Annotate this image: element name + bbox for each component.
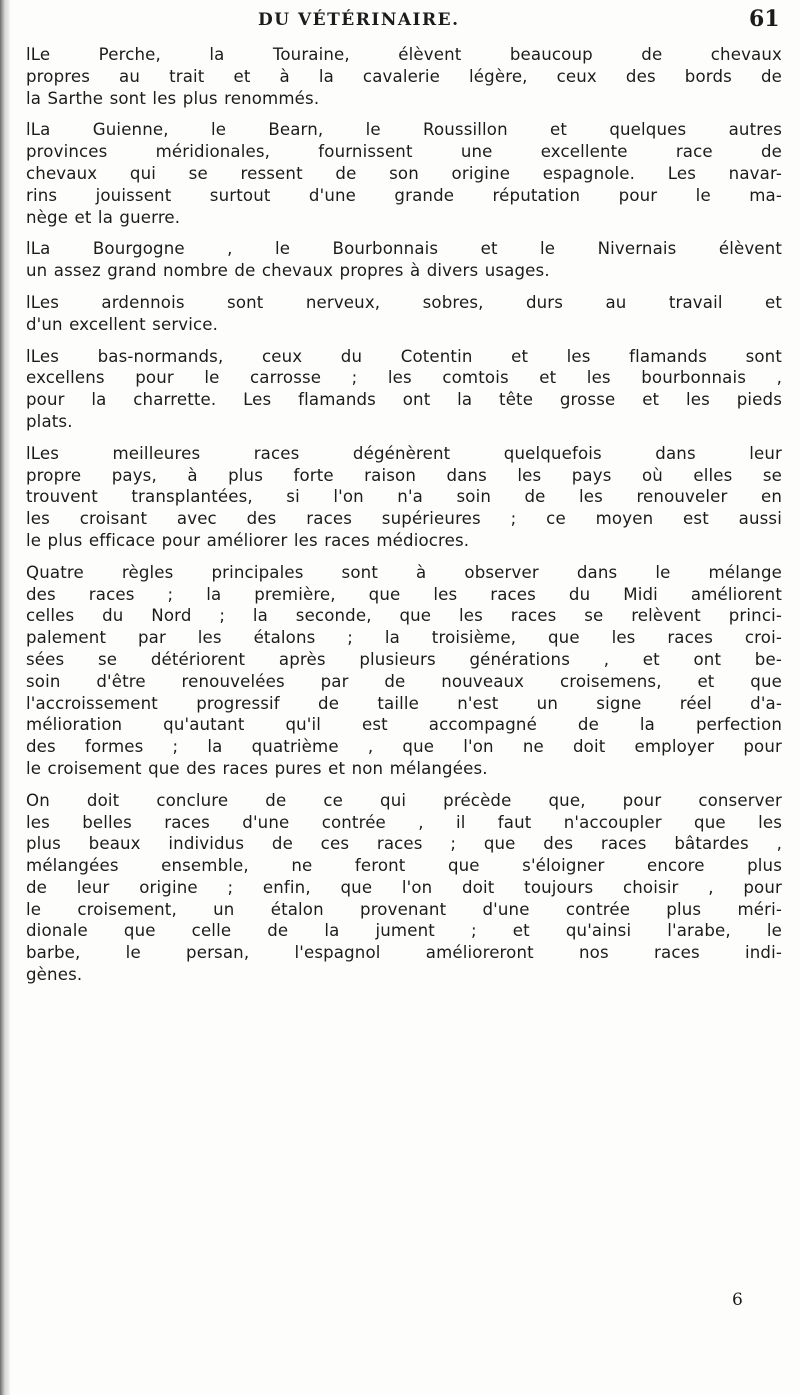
paragraph — [26, 44, 782, 109]
text-line: le plus efficace pour améliorer les races médiocres. — [26, 530, 470, 550]
text-line: mélangées ensemble, ne feront que s'éloigner encore plus — [26, 856, 782, 876]
body-text — [26, 44, 782, 996]
text-line: palement par les étalons ; la troisième, que les races croi- — [26, 628, 782, 648]
text-line: plats. — [26, 411, 73, 431]
text-line: provinces méridionales, fournissent une excellente race de — [26, 142, 782, 162]
paragraph — [26, 346, 782, 433]
text-line: dionale que celle de la jument ; et qu'ainsi l'arabe, le — [26, 921, 782, 941]
paragraph — [26, 443, 782, 552]
paragraph — [26, 238, 782, 282]
text-line: la Sarthe sont les plus renommés. — [26, 88, 320, 108]
text-line: On doit conclure de ce qui précède que, pour conserver — [26, 790, 782, 810]
text-line: soin d'être renouvelées par de nouveaux croisemens, et que — [26, 671, 782, 691]
text-line: lLes meilleures races dégénèrent quelquefois dans leur — [26, 443, 782, 463]
text-line: les belles races d'une contrée , il faut n'accoupler que les — [26, 812, 782, 832]
text-line: de leur origine ; enfin, que l'on doit toujours choisir , pour — [26, 877, 782, 897]
text-line: gènes. — [26, 965, 83, 985]
text-line: propres au trait et à la cavalerie légère, ceux des bords de — [26, 66, 782, 86]
running-head — [0, 4, 800, 38]
page-binding-edge — [0, 0, 10, 1395]
text-line: lLa Guienne, le Bearn, le Roussillon et quelques autres — [26, 120, 782, 140]
paragraph — [26, 790, 782, 986]
signature-mark: 6 — [732, 1290, 743, 1310]
text-line: excellens pour le carrosse ; les comtois et les bourbonnais , — [26, 368, 782, 388]
text-line: d'un excellent service. — [26, 314, 219, 334]
text-line: lLes bas-normands, ceux du Cotentin et les flamands sont — [26, 346, 782, 366]
text-line: lLa Bourgogne , le Bourbonnais et le Nivernais élèvent — [26, 239, 782, 259]
text-line: chevaux qui se ressent de son origine espagnole. Les navar- — [26, 163, 782, 183]
text-line: le croisement que des races pures et non mélangées. — [26, 758, 488, 778]
text-line: des formes ; la quatrième , que l'on ne doit employer pour — [26, 737, 782, 757]
text-line: Quatre règles principales sont à observer dans le mélange — [26, 562, 782, 582]
text-line: l'accroissement progressif de taille n'est un signe réel d'a- — [26, 693, 782, 713]
text-line: des races ; la première, que les races du Midi améliorent — [26, 584, 782, 604]
text-line: nège et la guerre. — [26, 207, 181, 227]
page-number: 61 — [749, 6, 780, 32]
text-line: lLe Perche, la Touraine, élèvent beaucoup de chevaux — [26, 45, 782, 64]
paragraph — [26, 292, 782, 336]
text-line: sées se détériorent après plusieurs générations , et ont be- — [26, 649, 782, 669]
text-line: mélioration qu'autant qu'il est accompagné de la perfection — [26, 715, 782, 735]
text-line: le croisement, un étalon provenant d'une contrée plus méri- — [26, 899, 782, 919]
paragraph — [26, 119, 782, 228]
running-title: DU VÉTÉRINAIRE. — [258, 10, 460, 30]
text-line: trouvent transplantées, si l'on n'a soin de les renouveler en — [26, 487, 782, 507]
text-line: un assez grand nombre de chevaux propres à divers usages. — [26, 261, 550, 281]
text-line: rins jouissent surtout d'une grande réputation pour le ma- — [26, 185, 782, 205]
text-line: plus beaux individus de ces races ; que des races bâtardes , — [26, 834, 782, 854]
text-line: barbe, le persan, l'espagnol amélioreront nos races indi- — [26, 943, 782, 963]
text-line: les croisant avec des races supérieures ; ce moyen est aussi — [26, 509, 782, 529]
paragraph — [26, 562, 782, 780]
text-line: pour la charrette. Les flamands ont la tête grosse et les pieds — [26, 390, 782, 410]
text-line: celles du Nord ; la seconde, que les races se relèvent princi- — [26, 606, 782, 626]
text-line: lLes ardennois sont nerveux, sobres, durs au travail et — [26, 292, 782, 312]
text-line: propre pays, à plus forte raison dans les pays où elles se — [26, 465, 782, 485]
